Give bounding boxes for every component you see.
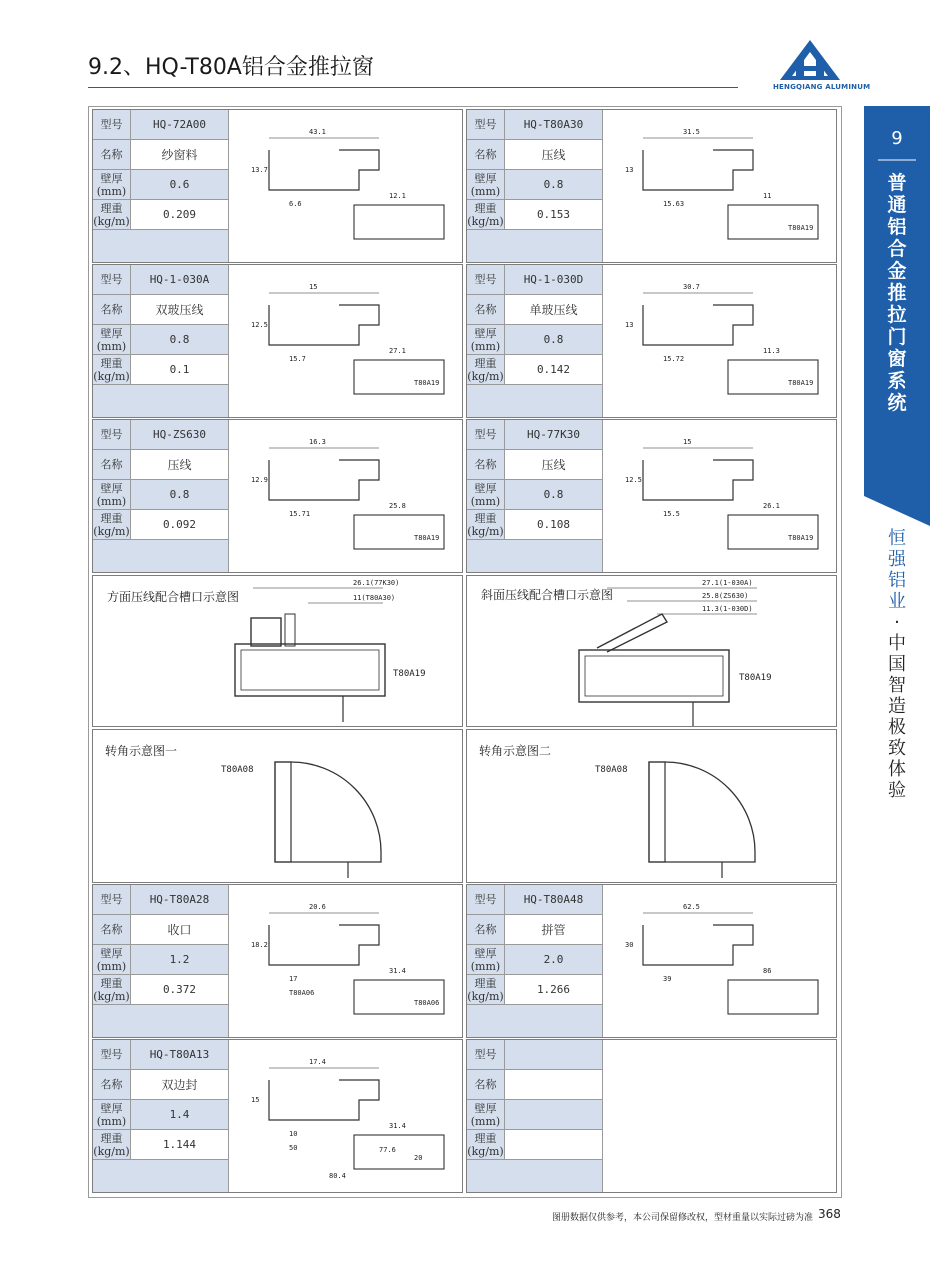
spec-value-name: 收口	[131, 915, 229, 945]
spec-label: 理重 (kg/m)	[93, 355, 131, 385]
dim-label: 25.8(ZS630)	[702, 592, 749, 600]
spec-value-model: HQ-T80A30	[505, 110, 603, 140]
spec-row	[467, 1070, 603, 1100]
spec-footer	[93, 1005, 229, 1037]
spec-value-weight: 0.092	[131, 510, 229, 540]
product-cell	[92, 884, 463, 1038]
profile-drawing	[603, 885, 833, 1035]
page-number: 368	[818, 1207, 841, 1221]
spec-label: 型号	[93, 265, 131, 295]
diagram-square	[92, 575, 463, 727]
spec-row	[93, 1070, 229, 1100]
spec-label: 名称	[467, 450, 505, 480]
spec-row	[93, 915, 229, 945]
spec-row	[93, 140, 229, 170]
spec-value-name: 单玻压线	[505, 295, 603, 325]
diagram-slant	[466, 575, 837, 727]
spec-footer	[93, 385, 229, 417]
spec-value-thickness: 2.0	[505, 945, 603, 975]
dim-label: 39	[663, 975, 672, 983]
product-cell	[92, 1039, 463, 1193]
spec-label: 理重 (kg/m)	[467, 1130, 505, 1160]
dim-label: 20	[414, 1154, 423, 1162]
spec-row	[467, 200, 603, 230]
square-profile-drawing	[213, 576, 453, 726]
dim-label: 15	[309, 283, 318, 291]
spec-value-name: 双玻压线	[131, 295, 229, 325]
spec-value-model: HQ-T80A28	[131, 885, 229, 915]
slogan-text: 中国智造 极致体验	[888, 633, 906, 801]
spec-value-weight: 0.209	[131, 200, 229, 230]
slogan-brand: 恒强铝业	[888, 528, 906, 612]
spec-footer	[93, 1160, 229, 1192]
spec-row	[93, 975, 229, 1005]
spec-label: 型号	[467, 265, 505, 295]
dim-label: 15.72	[663, 355, 685, 363]
frame-shape	[354, 360, 444, 394]
spec-row	[93, 510, 229, 540]
corner-drawing	[577, 750, 777, 880]
page-title: 9.2、HQ-T80A铝合金推拉窗	[88, 55, 374, 80]
spec-value-weight: 0.153	[505, 200, 603, 230]
dim-label: 15.71	[289, 510, 311, 518]
product-cell	[466, 264, 837, 418]
spec-label: 壁厚 (mm)	[467, 1100, 505, 1130]
dim-label: 26.1(77K30)	[353, 579, 400, 587]
spec-row	[467, 885, 603, 915]
spec-value-thickness: 0.8	[505, 325, 603, 355]
product-cell	[466, 419, 837, 573]
product-cell	[92, 419, 463, 573]
spec-row	[467, 420, 603, 450]
dim-label: 13	[625, 321, 634, 329]
spec-label: 理重 (kg/m)	[93, 200, 131, 230]
spec-value-model: HQ-ZS630	[131, 420, 229, 450]
dim-label: 50	[289, 1144, 298, 1152]
dim-label: 26.1	[763, 502, 780, 510]
dim-label: 30.7	[683, 283, 700, 291]
spec-label: 型号	[93, 885, 131, 915]
dim-label: T80A19	[788, 534, 814, 542]
dim-label: 13	[625, 166, 634, 174]
spec-row	[93, 170, 229, 200]
dim-label: 15	[683, 438, 692, 446]
spec-row	[467, 975, 603, 1005]
profile-drawing	[229, 885, 459, 1035]
spec-row	[467, 110, 603, 140]
spec-label: 理重 (kg/m)	[467, 510, 505, 540]
frame-shape	[728, 515, 818, 549]
spec-value-thickness: 1.4	[131, 1100, 229, 1130]
spec-value-thickness	[505, 1100, 603, 1130]
frame-shape	[354, 1135, 444, 1169]
spec-row	[467, 945, 603, 975]
spec-table	[93, 420, 229, 572]
dim-label: 86	[763, 967, 772, 975]
spec-row	[467, 915, 603, 945]
profile-shape	[643, 460, 753, 500]
spec-row	[467, 355, 603, 385]
spec-row	[467, 265, 603, 295]
spec-label: 名称	[93, 915, 131, 945]
dim-label: 12.5	[251, 321, 268, 329]
spec-label: 理重 (kg/m)	[93, 1130, 131, 1160]
spec-table	[467, 1040, 603, 1192]
diagram-caption: 转角示意图二	[479, 744, 552, 758]
slant-profile-drawing	[567, 576, 827, 726]
spec-value-name	[505, 1070, 603, 1100]
dim-label: 25.8	[389, 502, 406, 510]
profile-shape	[269, 305, 379, 345]
dim-label: 31.5	[683, 128, 700, 136]
spec-footer	[467, 230, 603, 262]
spec-table	[93, 885, 229, 1037]
dim-label: 31.4	[389, 967, 406, 975]
spec-value-weight: 0.372	[131, 975, 229, 1005]
spec-table	[467, 265, 603, 417]
dim-label: 77.6	[379, 1146, 396, 1154]
spec-footer	[467, 1160, 603, 1192]
dim-label: 10	[289, 1130, 298, 1138]
spec-value-model: HQ-1-030A	[131, 265, 229, 295]
profile-shape	[269, 1080, 379, 1120]
spec-table	[467, 420, 603, 572]
dim-label: 6.6	[289, 200, 302, 208]
frame-shape	[354, 980, 444, 1014]
spec-label: 理重 (kg/m)	[467, 200, 505, 230]
spec-row	[467, 1100, 603, 1130]
spec-label: 壁厚 (mm)	[467, 170, 505, 200]
spec-value-name: 压线	[505, 140, 603, 170]
spec-table	[467, 110, 603, 262]
spec-value-model: HQ-T80A48	[505, 885, 603, 915]
diagram-caption: 斜面压线配合槽口示意图	[481, 588, 614, 602]
dim-label: 11(T80A30)	[353, 594, 396, 602]
chapter-title: 普通铝合金推拉门窗系统	[887, 172, 907, 414]
spec-label: 壁厚 (mm)	[93, 945, 131, 975]
diagram-caption: 转角示意图一	[105, 744, 178, 758]
spec-row	[93, 1130, 229, 1160]
profile-drawing	[603, 110, 833, 260]
spec-value-model: HQ-77K30	[505, 420, 603, 450]
profile-shape	[643, 150, 753, 190]
slogan	[884, 528, 910, 801]
spec-label: 理重 (kg/m)	[93, 510, 131, 540]
dim-label: T80A06	[414, 999, 440, 1007]
spec-table	[93, 110, 229, 262]
spec-footer	[467, 1005, 603, 1037]
spec-value-model: HQ-T80A13	[131, 1040, 229, 1070]
spec-table	[467, 885, 603, 1037]
corner-drawing	[203, 750, 403, 880]
profile-shape	[269, 460, 379, 500]
dim-label: T80A19	[414, 379, 440, 387]
spec-row	[467, 510, 603, 540]
spec-row	[93, 450, 229, 480]
dim-label: 20.6	[309, 903, 326, 911]
frame-shape	[354, 515, 444, 549]
spec-footer	[93, 540, 229, 572]
profile-drawing	[603, 420, 833, 570]
spec-label: 理重 (kg/m)	[467, 355, 505, 385]
spec-label: 名称	[467, 1070, 505, 1100]
part-label: T80A08	[595, 765, 628, 775]
dim-label: 11.3	[763, 347, 780, 355]
dim-label: 13.7	[251, 166, 268, 174]
spec-value-weight: 0.142	[505, 355, 603, 385]
spec-label: 壁厚 (mm)	[93, 170, 131, 200]
dim-label: 16.3	[309, 438, 326, 446]
spec-row	[93, 200, 229, 230]
spec-label: 壁厚 (mm)	[93, 480, 131, 510]
spec-value-weight	[505, 1130, 603, 1160]
dim-label: T80A19	[788, 379, 814, 387]
spec-row	[93, 325, 229, 355]
spec-row	[93, 265, 229, 295]
spec-row	[93, 1040, 229, 1070]
dim-label: 15.5	[663, 510, 680, 518]
dim-label: 15.63	[663, 200, 685, 208]
spec-value-weight: 0.1	[131, 355, 229, 385]
profile-drawing	[229, 265, 459, 415]
profile-drawing	[229, 110, 459, 260]
part-label: T80A19	[739, 673, 772, 683]
spec-row	[467, 325, 603, 355]
dim-label: 43.1	[309, 128, 326, 136]
dim-label: T80A06	[289, 989, 315, 997]
spec-value-model	[505, 1040, 603, 1070]
spec-value-name: 双边封	[131, 1070, 229, 1100]
spec-row	[93, 1100, 229, 1130]
spec-label: 型号	[467, 110, 505, 140]
product-cell	[466, 884, 837, 1038]
spec-value-thickness: 0.8	[131, 480, 229, 510]
profile-drawing	[229, 1040, 459, 1190]
footer-note: 图册数据仅供参考，本公司保留修改权，型材重量以实际过磅为准	[552, 1213, 814, 1223]
dim-label: 12.9	[251, 476, 268, 484]
spec-label: 型号	[467, 885, 505, 915]
frame-shape	[728, 205, 818, 239]
spec-row	[467, 170, 603, 200]
spec-footer	[467, 385, 603, 417]
spec-row	[93, 945, 229, 975]
product-cell	[466, 1039, 837, 1193]
spec-row	[93, 355, 229, 385]
spec-footer	[93, 230, 229, 262]
spec-label: 理重 (kg/m)	[93, 975, 131, 1005]
dim-label: 11	[763, 192, 772, 200]
spec-label: 名称	[467, 295, 505, 325]
spec-value-name: 纱窗料	[131, 140, 229, 170]
spec-row	[93, 295, 229, 325]
spec-value-thickness: 0.8	[505, 480, 603, 510]
frame-shape	[354, 205, 444, 239]
profile-drawing	[229, 420, 459, 570]
profile-shape	[269, 925, 379, 965]
spec-label: 名称	[467, 915, 505, 945]
spec-row	[93, 885, 229, 915]
spec-label: 名称	[93, 1070, 131, 1100]
part-label: T80A19	[393, 669, 426, 679]
spec-label: 型号	[467, 1040, 505, 1070]
diagram-caption: 方面压线配合槽口示意图	[107, 590, 240, 604]
spec-label: 壁厚 (mm)	[93, 1100, 131, 1130]
spec-label: 壁厚 (mm)	[93, 325, 131, 355]
spec-table	[93, 1040, 229, 1192]
dim-label: 27.1(1-030A)	[702, 579, 753, 587]
spec-row	[93, 480, 229, 510]
spec-value-name: 压线	[505, 450, 603, 480]
spec-label: 壁厚 (mm)	[467, 325, 505, 355]
spec-label: 名称	[93, 450, 131, 480]
dim-label: T80A19	[414, 534, 440, 542]
dim-label: 12.5	[625, 476, 642, 484]
spec-label: 壁厚 (mm)	[467, 945, 505, 975]
spec-row	[93, 420, 229, 450]
logo-text: HENGQIANG ALUMINUM	[773, 83, 871, 91]
dim-label: 12.1	[389, 192, 406, 200]
spec-footer	[467, 540, 603, 572]
spec-label: 型号	[93, 420, 131, 450]
title-underline	[88, 87, 738, 88]
product-cell	[92, 109, 463, 263]
product-cell	[92, 264, 463, 418]
spec-value-weight: 1.144	[131, 1130, 229, 1160]
spec-label: 壁厚 (mm)	[467, 480, 505, 510]
spec-table	[93, 265, 229, 417]
spec-value-model: HQ-1-030D	[505, 265, 603, 295]
spec-label: 名称	[93, 140, 131, 170]
spec-label: 型号	[467, 420, 505, 450]
spec-value-thickness: 0.8	[505, 170, 603, 200]
dim-label: 17.4	[309, 1058, 326, 1066]
spec-label: 名称	[93, 295, 131, 325]
product-cell	[466, 109, 837, 263]
chapter-number: 9	[891, 128, 903, 149]
spec-row	[93, 110, 229, 140]
profile-shape	[269, 150, 379, 190]
spec-label: 理重 (kg/m)	[467, 975, 505, 1005]
dim-label: 18.2	[251, 941, 268, 949]
spec-value-name: 拼管	[505, 915, 603, 945]
spec-label: 型号	[93, 1040, 131, 1070]
dim-label: 11.3(1-030D)	[702, 605, 753, 613]
spec-row	[467, 295, 603, 325]
spec-value-thickness: 0.6	[131, 170, 229, 200]
dim-label: 27.1	[389, 347, 406, 355]
profile-drawing	[603, 265, 833, 415]
diagram-corner-1	[92, 729, 463, 883]
slogan-dot: ·	[894, 612, 900, 633]
spec-label: 名称	[467, 140, 505, 170]
dim-label: 30	[625, 941, 634, 949]
frame-shape	[728, 980, 818, 1014]
spec-label: 型号	[93, 110, 131, 140]
spec-value-weight: 0.108	[505, 510, 603, 540]
profile-shape	[643, 305, 753, 345]
dim-label: 62.5	[683, 903, 700, 911]
dim-label: T80A19	[788, 224, 814, 232]
spec-row	[467, 140, 603, 170]
diagram-corner-2	[466, 729, 837, 883]
dim-label: 31.4	[389, 1122, 406, 1130]
spec-value-model: HQ-72A00	[131, 110, 229, 140]
spec-value-weight: 1.266	[505, 975, 603, 1005]
spec-row	[467, 450, 603, 480]
spec-row	[467, 480, 603, 510]
profile-shape	[643, 925, 753, 965]
spec-row	[467, 1130, 603, 1160]
part-label: T80A08	[221, 765, 254, 775]
dim-label: 15.7	[289, 355, 306, 363]
dim-label: 17	[289, 975, 298, 983]
dim-label: 15	[251, 1096, 260, 1104]
frame-shape	[728, 360, 818, 394]
spec-value-thickness: 0.8	[131, 325, 229, 355]
spec-row	[467, 1040, 603, 1070]
spec-value-thickness: 1.2	[131, 945, 229, 975]
dim-label: 80.4	[329, 1172, 346, 1180]
spec-value-name: 压线	[131, 450, 229, 480]
